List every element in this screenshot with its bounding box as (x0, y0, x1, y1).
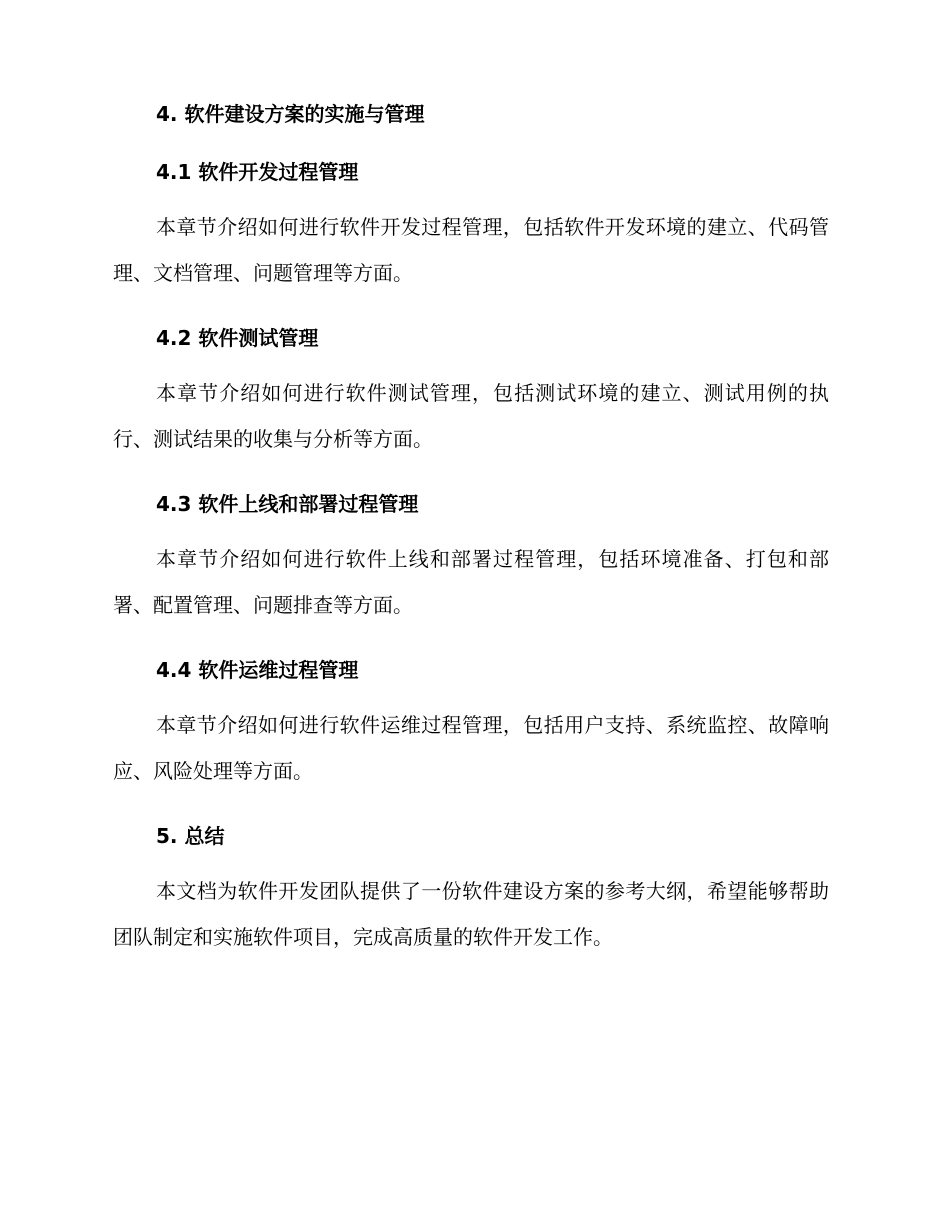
spacer (113, 684, 829, 702)
spacer (113, 518, 829, 536)
paragraph-4-3: 本章节介绍如何进行软件上线和部署过程管理，包括环境准备、打包和部署、配置管理、问题排查等方面。 (113, 547, 829, 617)
section-heading-4-1: 4.1 软件开发过程管理 (156, 160, 359, 184)
paragraph-4-4: 本章节介绍如何进行软件运维过程管理，包括用户支持、系统监控、故障响应、风险处理等方面。 (113, 713, 829, 783)
spacer (113, 186, 829, 204)
spacer (113, 628, 829, 656)
section-heading-4: 4. 软件建设方案的实施与管理 (156, 102, 425, 126)
section-heading-4-4: 4.4 软件运维过程管理 (156, 658, 359, 682)
section-heading-5: 5. 总结 (156, 824, 225, 848)
spacer (113, 462, 829, 490)
spacer (113, 296, 829, 324)
section-heading-4-3: 4.3 软件上线和部署过程管理 (156, 492, 419, 516)
paragraph-5: 本文档为软件开发团队提供了一份软件建设方案的参考大纲，希望能够帮助团队制定和实施软件项目，完成高质量的软件开发工作。 (113, 879, 829, 949)
paragraph-4-2: 本章节介绍如何进行软件测试管理，包括测试环境的建立、测试用例的执行、测试结果的收集与分析等方面。 (113, 381, 829, 451)
spacer (113, 794, 829, 822)
section-heading-4-2: 4.2 软件测试管理 (156, 326, 319, 350)
paragraph-4-1: 本章节介绍如何进行软件开发过程管理，包括软件开发环境的建立、代码管理、文档管理、问题管理等方面。 (113, 215, 829, 285)
spacer (113, 352, 829, 370)
spacer (113, 850, 829, 868)
document-content (113, 100, 829, 960)
spacer (113, 128, 829, 158)
